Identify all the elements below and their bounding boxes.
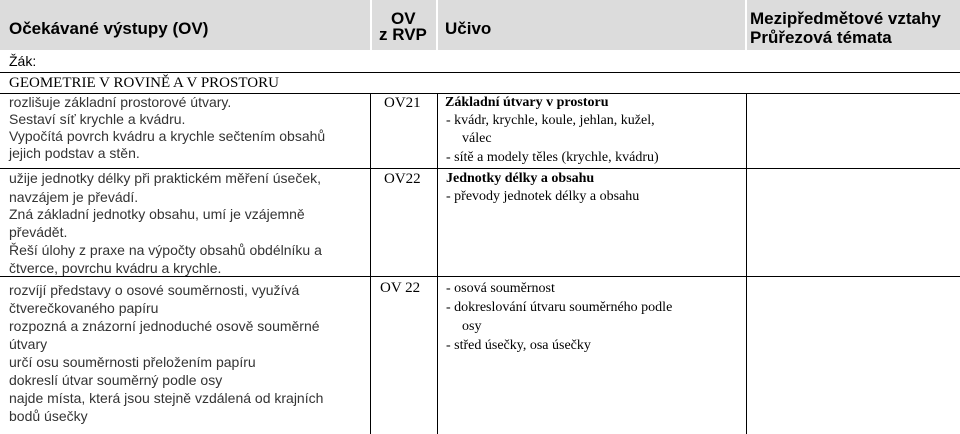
outcome-line: rozpozná a znázorní jednoduché osově souměrné — [9, 318, 320, 334]
outcome-line: Vypočítá povrch kvádru a krychle sečtením obsahů — [9, 128, 326, 144]
outcome-line: najde místa, která jsou stejně vzdálená od krajních — [9, 390, 324, 406]
topic-line: osy — [462, 319, 482, 334]
topic-title: Jednotky délky a obsahu — [446, 171, 595, 186]
section-title: GEOMETRIE V ROVINĚ A V PROSTORU — [9, 75, 279, 91]
topic-line: - osová souměrnost — [446, 281, 555, 296]
header-outcomes: Očekávané výstupy (OV) — [9, 19, 209, 38]
topic-title: Základní útvary v prostoru — [445, 95, 609, 110]
rule-col-3 — [746, 93, 747, 434]
outcome-line: Zná základní jednotky obsahu, umí je vzájemně — [9, 206, 305, 222]
rule-col-1 — [370, 93, 371, 434]
outcome-line: rozlišuje základní prostorové útvary. — [9, 94, 232, 110]
outcome-line: určí osu souměrnosti přeložením papíru — [9, 354, 256, 370]
outcome-line: bodů úsečky — [9, 408, 88, 424]
outcome-line: čtverce, povrchu kvádru a krychle. — [9, 260, 222, 276]
ov-code: OV 22 — [380, 280, 421, 296]
outcome-line: Řeší úlohy z praxe na výpočty obsahů obdélníku a — [9, 242, 322, 258]
outcome-line: převádět. — [9, 224, 68, 240]
outcome-line: čtverečkovaného papíru — [9, 300, 159, 316]
header-ov-line2: z RVP — [379, 25, 427, 44]
pupil-label: Žák: — [9, 53, 37, 69]
header-ov-line1: OV — [391, 9, 416, 28]
outcome-line: dokreslí útvar souměrný podle osy — [9, 372, 223, 388]
outcome-line: jejich podstav a stěn. — [9, 145, 140, 161]
topic-line: - dokreslování útvaru souměrného podle — [446, 300, 673, 315]
outcome-line: rozvíjí představy o osové souměrnosti, využívá — [9, 282, 300, 298]
header-curriculum: Učivo — [445, 19, 492, 38]
ov-code: OV22 — [384, 171, 421, 187]
topic-line: válec — [462, 131, 492, 146]
rule-row1-bottom — [0, 168, 960, 169]
topic-line: - sítě a modely těles (krychle, kvádru) — [446, 150, 659, 165]
rule-col-2 — [437, 93, 438, 434]
outcome-line: útvary — [9, 336, 48, 352]
outcome-line: užije jednotky délky při praktickém měření úseček, — [9, 170, 322, 186]
topic-line: - kvádr, krychle, koule, jehlan, kužel, — [446, 113, 655, 128]
header-cross-line1: Mezipředmětové vztahy — [750, 9, 941, 28]
rule-section-top — [0, 72, 960, 73]
ov-code: OV21 — [384, 95, 421, 111]
outcome-line: navzájem je převádí. — [9, 189, 139, 205]
outcome-line: Sestaví síť krychle a kvádru. — [9, 111, 186, 127]
topic-line: - střed úsečky, osa úsečky — [446, 338, 591, 353]
topic-line: - převody jednotek délky a obsahu — [446, 189, 640, 204]
header-cross-line2: Průřezová témata — [750, 28, 892, 47]
